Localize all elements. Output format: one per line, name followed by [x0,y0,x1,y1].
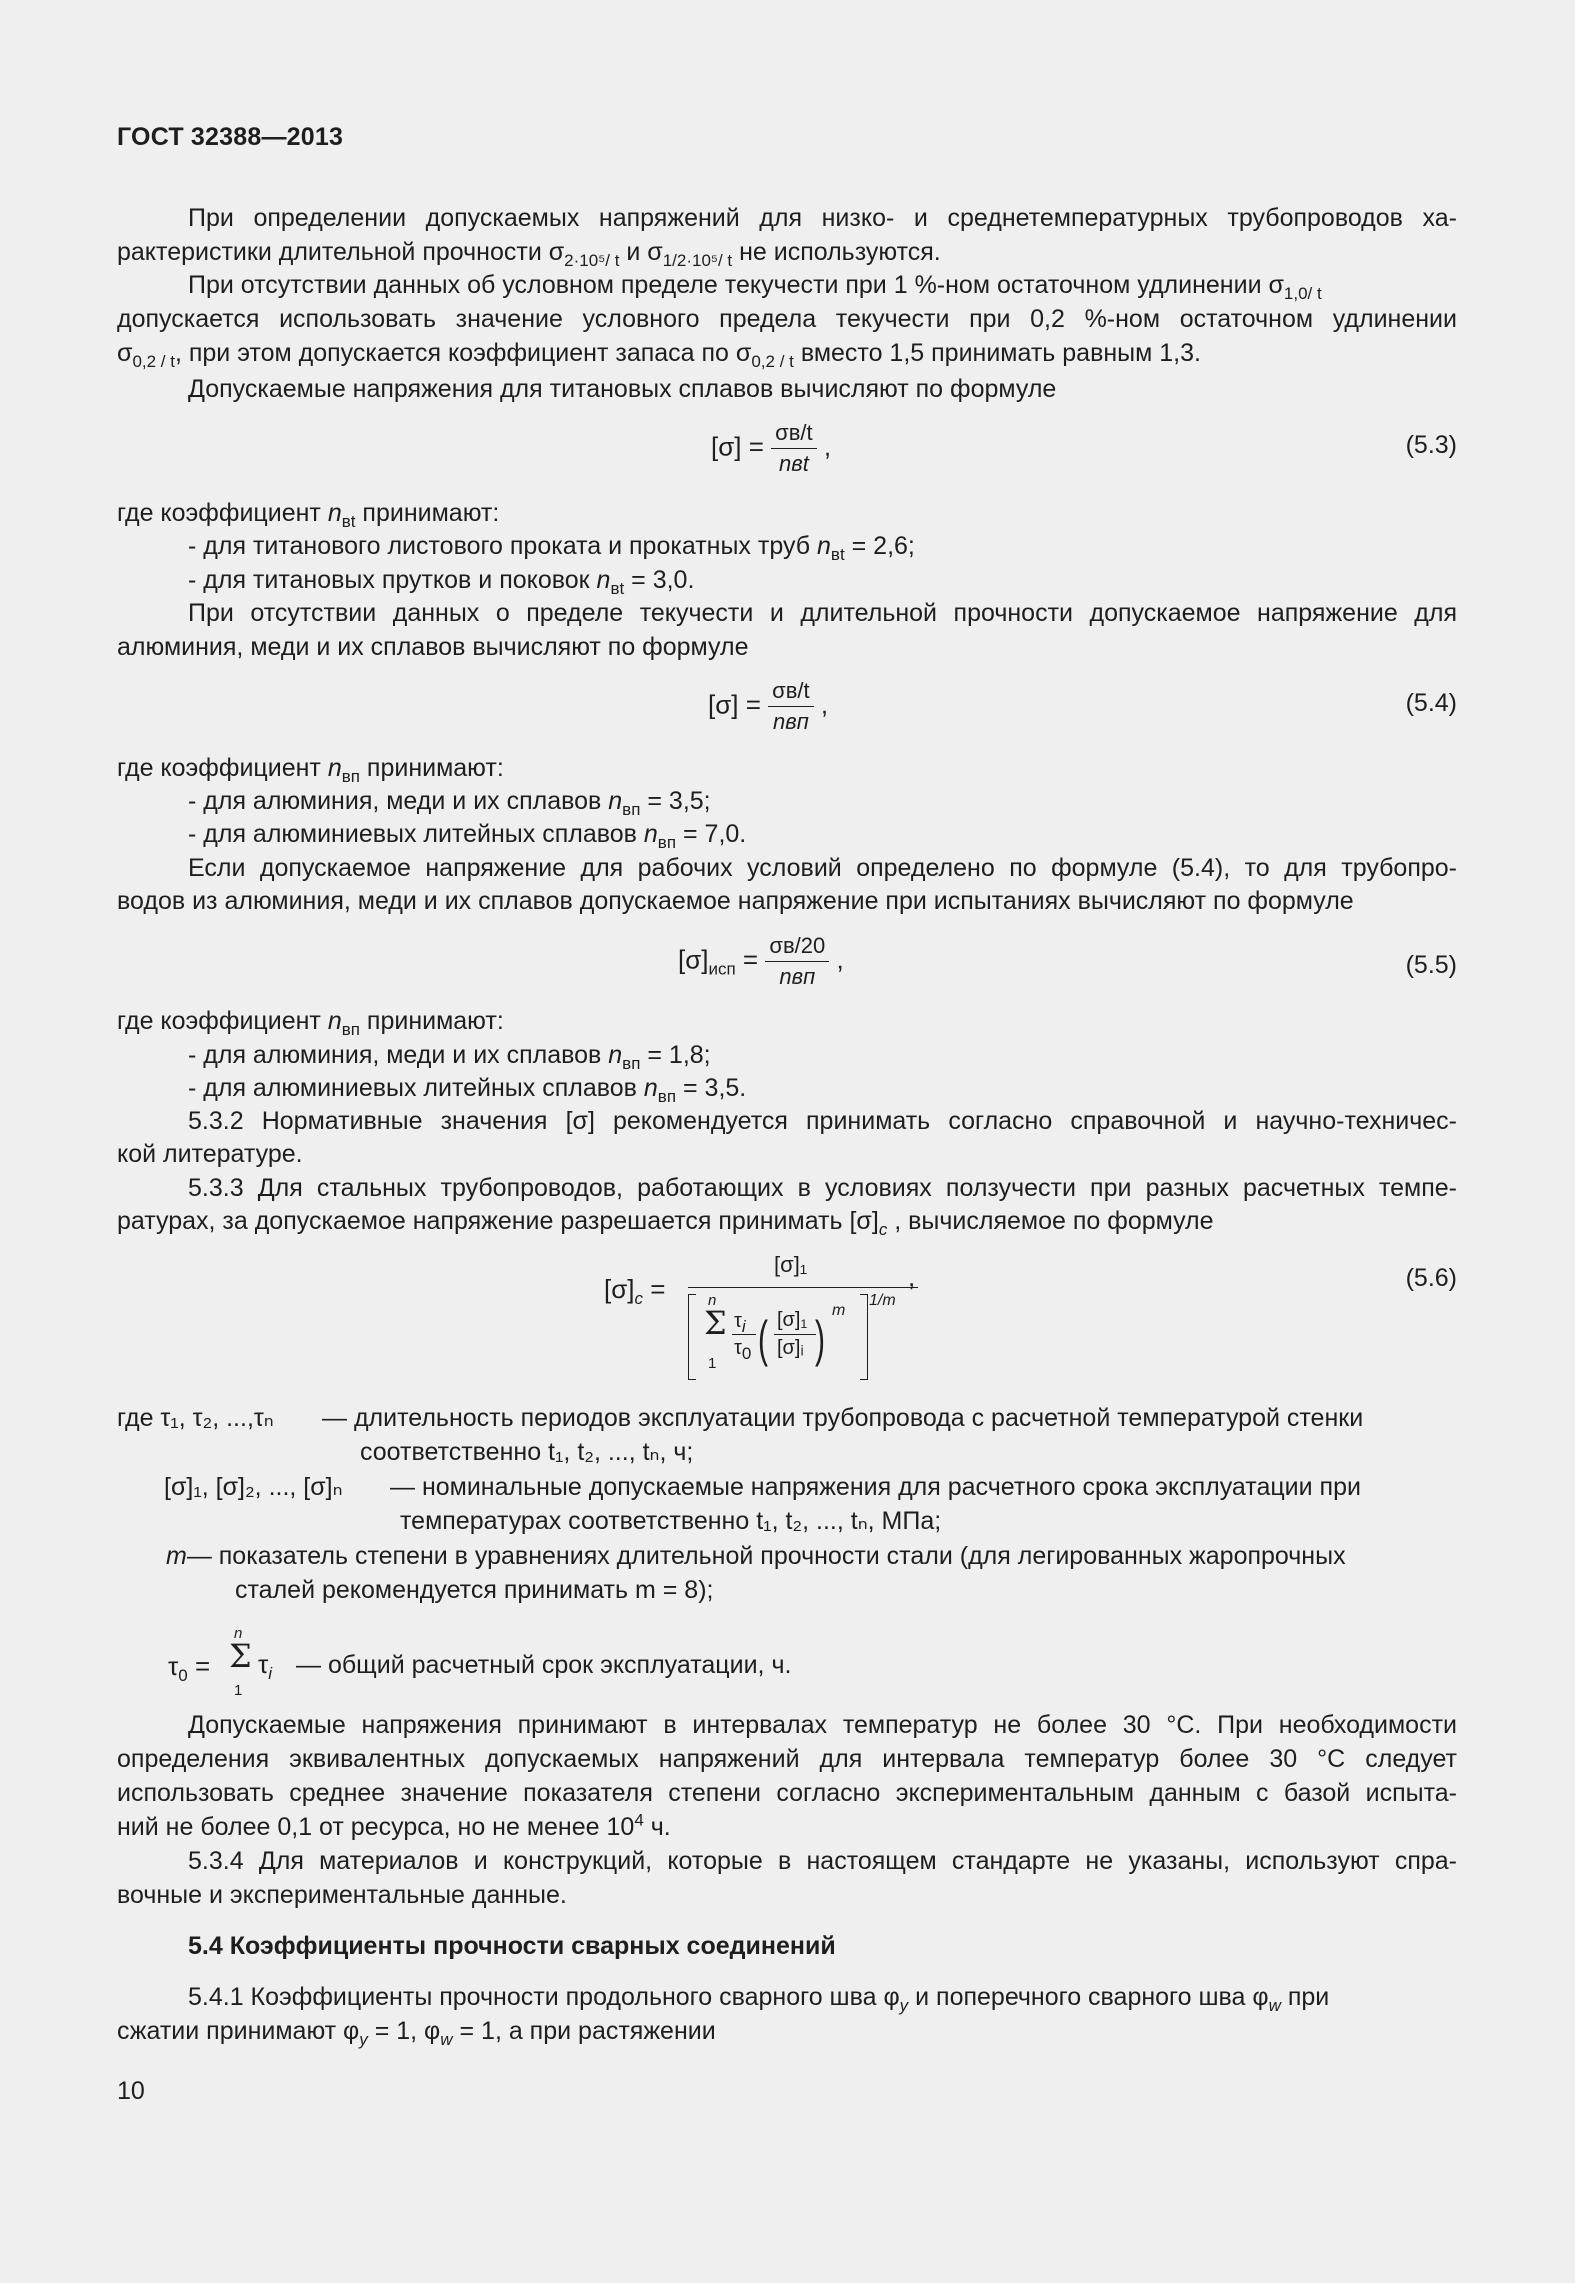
paragraph-line: вочные и экспериментальные данные. [117,1881,567,1909]
paragraph-line: ний не более 0,1 от ресурса, но не менее $10^4$ ч. [117,1810,671,1841]
formula-tau0: $\tau_0$ = n Σ 1 $\tau_i$ — общий расчетный срок эксплуатации, ч. [168,1625,792,1699]
list-item: - для титановых прутков и поковок $n_{вt} = 3,0$. [188,566,695,598]
list-item: - для титанового листового проката и прокатных труб $n_{вt} = 2,6$; [188,532,915,564]
definition-line: температурах соответственно t₁, t₂, ..., tₙ, МПа; [400,1507,942,1535]
paragraph-line: определения эквивалентных допускаемых напряжений для интервала температур более 30 °С следует [117,1745,1457,1773]
paragraph-line: 5.3.3 Для стальных трубопроводов, работающих в условиях ползучести при разных расчетных темпе- [188,1174,1457,1202]
paragraph-line: ратурах, за допускаемое напряжение разрешается принимать $[\sigma]_c$ , вычисляемое по формуле [117,1207,1214,1239]
paragraph-line: где коэффициент $n_{вп}$ принимают: [117,1007,504,1039]
definition-line: сталей рекомендуется принимать m = 8); [235,1576,714,1604]
definition-line: [σ]₁, [σ]₂, ..., [σ]ₙ — номинальные допускаемые напряжения для расчетного срока эксплуатации при [164,1473,1361,1501]
formula-5-5: $[\sigma]_{исп}$ = $\frac{\sigma в/20}{\text{nвп}}$ , [678,933,844,989]
formula-number: (5.5) [1405,951,1457,979]
paragraph-line: где коэффициент $n_{вt}$ принимают: [117,499,500,531]
paragraph-line: где коэффициент $n_{вп}$ принимают: [117,754,504,786]
paragraph-line: рактеристики длительной прочности $\sigma_{2\cdot 10^5/ t}$ и $\sigma_{1/2\cdot 10^5/ t}$ не используются. [117,238,941,270]
paragraph-line: При отсутствии данных об условном пределе текучести при 1 %-ном остаточном удлинении $\sigma_{1,0/ t}$ [188,271,1322,303]
paragraph-line: 5.3.2 Нормативные значения [σ] рекомендуется принимать согласно справочной и научно-техничес- [188,1107,1457,1135]
paragraph-line: Если допускаемое напряжение для рабочих условий определено по формуле (5.4), то для трубопро- [188,854,1457,882]
formula-number: (5.3) [1405,431,1457,459]
formula-5-3: [σ] = $\frac{\sigma в/t}{\text{nвt}}$ , [711,420,832,476]
paragraph-line: При определении допускаемых напряжений для низко- и среднетемпературных трубопроводов ха- [188,204,1457,232]
paragraph-line: использовать среднее значение показателя степени согласно экспериментальным данным с базой испыта- [117,1779,1457,1807]
paragraph-line: 5.3.4 Для материалов и конструкций, которые в настоящем стандарте не указаны, используют спра- [188,1847,1457,1875]
formula-5-6: $[\sigma]_c$ = [σ]₁ Σ n 1 $\tau_i$ $\tau_0$ ( [σ]₁ [σ]ᵢ ) m 1/m , [604,1252,934,1382]
paragraph-line: 5.4.1 Коэффициенты прочности продольного сварного шва $\varphi_y$ и поперечного сварного шва $\varphi_w$ при [188,1983,1330,2015]
paragraph-line: сжатии принимают $\varphi_y = 1$, $\varphi_w = 1$, а при растяжении [117,2017,716,2049]
paragraph-line: При отсутствии данных о пределе текучести и длительной прочности допускаемое напряжение для [188,599,1457,627]
list-item: - для алюминиевых литейных сплавов $n_{вп} = 7,0$. [188,820,747,852]
section-heading: 5.4 Коэффициенты прочности сварных соединений [188,1932,836,1960]
definition-line: m— показатель степени в уравнениях длительной прочности стали (для легированных жаропрочных [166,1542,1346,1570]
page-number: 10 [117,2077,145,2105]
paragraph-line: кой литературе. [117,1140,303,1168]
formula-5-4: [σ] = $\frac{\sigma в/t}{\text{nвп}}$ , [708,678,829,734]
document-header: ГОСТ 32388—2013 [117,123,344,151]
paragraph-line: допускается использовать значение условного предела текучести при 0,2 %-ном остаточном удлинении [117,305,1457,333]
paragraph-line: Допускаемые напряжения для титановых сплавов вычисляют по формуле [188,375,1057,403]
paragraph-line: алюминия, меди и их сплавов вычисляют по формуле [117,633,749,661]
list-item: - для алюминиевых литейных сплавов $n_{вп} = 3,5$. [188,1074,747,1106]
paragraph-line: $\sigma_{0,2 / t}$, при этом допускается коэффициент запаса по $\sigma_{0,2 / t}$ вместо 1,5 принимать равным 1,3. [117,339,1201,371]
definition-line: где τ₁, τ₂, ...,τₙ — длительность периодов эксплуатации трубопровода с расчетной температурой стенки [117,1404,1364,1432]
formula-number: (5.4) [1405,689,1457,717]
definition-line: соответственно t₁, t₂, ..., tₙ, ч; [360,1438,694,1466]
list-item: - для алюминия, меди и их сплавов $n_{вп} = 1,8$; [188,1041,711,1073]
paragraph-line: Допускаемые напряжения принимают в интервалах температур не более 30 °С. При необходимости [188,1711,1457,1739]
list-item: - для алюминия, меди и их сплавов $n_{вп} = 3,5$; [188,787,711,819]
paragraph-line: водов из алюминия, меди и их сплавов допускаемое напряжение при испытаниях вычисляют по формуле [117,887,1354,915]
formula-number: (5.6) [1405,1264,1457,1292]
